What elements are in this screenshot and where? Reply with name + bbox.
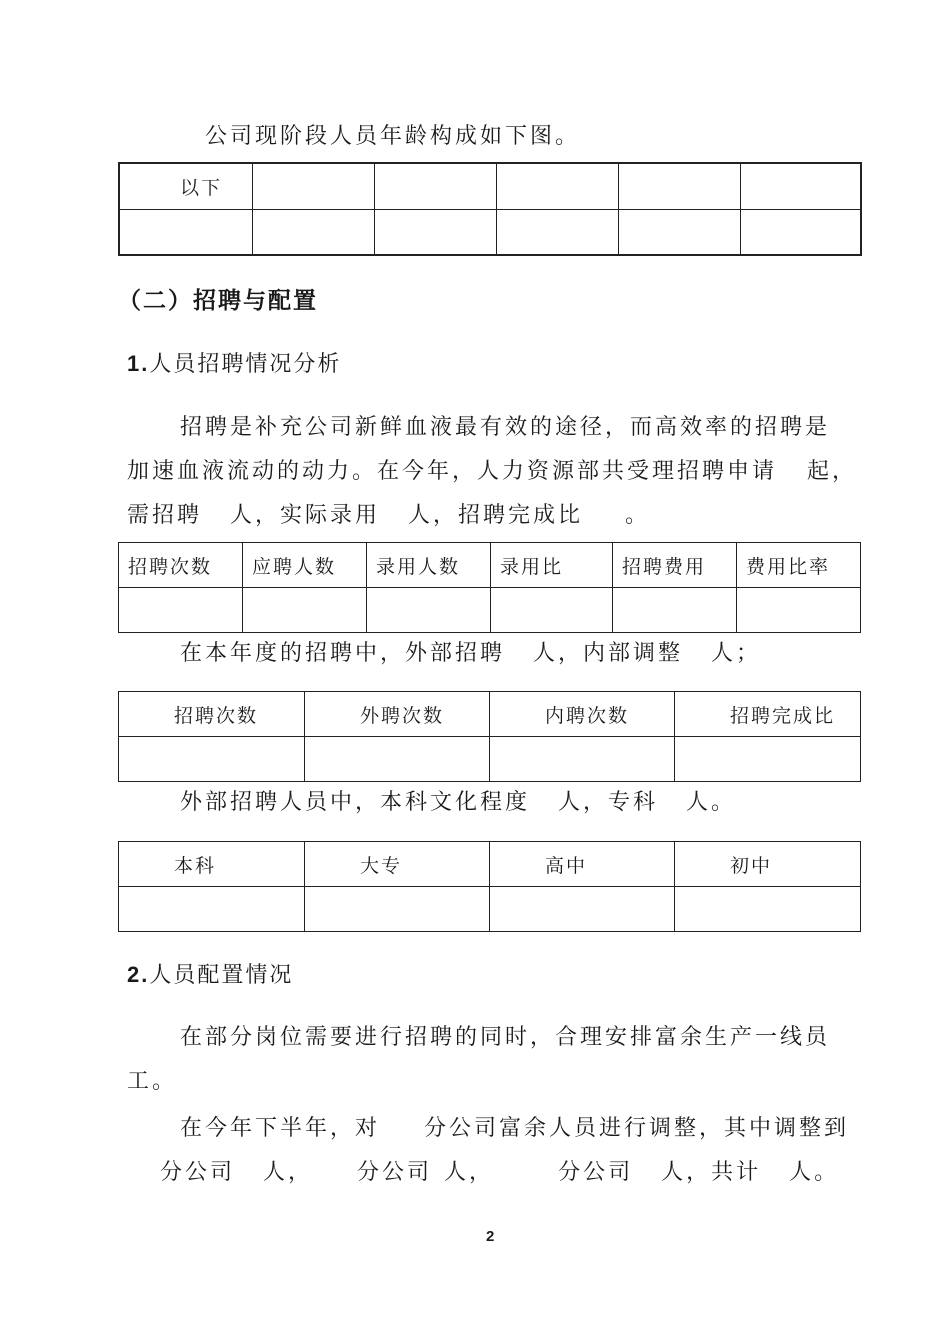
paragraph-fragment: 人； [711, 641, 762, 666]
paragraph-line [180, 781, 736, 825]
paragraph-fragment: 人， [444, 1160, 495, 1185]
paragraph-fragment: 分公司富余人员进行调整，其中调整到 [424, 1116, 850, 1141]
paragraph-fragment: 分公司 [160, 1160, 236, 1185]
table-cell [119, 588, 243, 633]
table-header-cell: 招聘完成比 [675, 692, 861, 737]
section-heading: （二）招聘与配置 [118, 288, 318, 314]
table-header-cell: 招聘次数 [119, 692, 305, 737]
table-header-cell: 招聘费用 [613, 543, 737, 588]
age-cell [252, 209, 374, 255]
age-cell [618, 163, 740, 209]
table-header-cell: 录用比 [491, 543, 613, 588]
table-cell [613, 588, 737, 633]
table-header-cell: 应聘人数 [243, 543, 367, 588]
intro-text: 公司现阶段人员年龄构成如下图。 [205, 124, 581, 149]
paragraph-fragment: 加速血液流动的动力。在今年，人力资源部共受理招聘申请 [127, 459, 778, 484]
paragraph-line: 在部分岗位需要进行招聘的同时，合理安排富余生产一线员 [180, 1025, 831, 1050]
recruitment-source-table [118, 691, 861, 782]
paragraph-fragment: 外部招聘人员中，本科文化程度 [180, 790, 531, 815]
paragraph-line [127, 450, 857, 494]
paragraph-fragment: 人，共计 [661, 1160, 762, 1185]
subheading-recruitment-analysis [127, 347, 341, 378]
paragraph-line [127, 494, 650, 538]
age-table [118, 162, 862, 256]
paragraph-fragment: 人，实际录用 [230, 503, 381, 528]
table-cell [305, 737, 490, 782]
table-cell [490, 887, 675, 932]
table-cell [737, 588, 861, 633]
page-number: 2 [486, 1228, 495, 1245]
paragraph-fragment: 人。 [789, 1160, 840, 1185]
table-header-cell: 外聘次数 [305, 692, 490, 737]
subheading-text: 人员配置情况 [149, 963, 294, 988]
paragraph-fragment: 人， [263, 1160, 314, 1185]
paragraph-fragment: 分公司 [558, 1160, 634, 1185]
table-header-cell: 高中 [490, 842, 675, 887]
table-header-cell: 内聘次数 [490, 692, 675, 737]
age-cell [496, 209, 618, 255]
paragraph-fragment: 人，招聘完成比 [408, 503, 584, 528]
paragraph-line [180, 1107, 849, 1151]
age-cell: 以下 [119, 163, 252, 209]
table-header-cell: 招聘次数 [119, 543, 243, 588]
table-cell [119, 887, 305, 932]
paragraph-fragment: 人，专科 [558, 790, 659, 815]
table-cell [675, 737, 861, 782]
paragraph-fragment: 人。 [686, 790, 737, 815]
table-cell [367, 588, 491, 633]
subheading-text: 人员招聘情况分析 [149, 352, 342, 377]
paragraph-fragment: 起， [807, 459, 858, 484]
table-header-cell: 大专 [305, 842, 490, 887]
subheading-staff-allocation [127, 958, 293, 989]
paragraph-fragment: 需招聘 [127, 503, 203, 528]
paragraph-fragment: 人，内部调整 [533, 641, 684, 666]
table-cell [305, 887, 490, 932]
table-cell [119, 737, 305, 782]
age-cell [618, 209, 740, 255]
paragraph-fragment: 。 [625, 503, 651, 528]
recruitment-table [118, 542, 861, 633]
education-table [118, 841, 861, 932]
age-cell [119, 209, 252, 255]
table-header-cell: 费用比率 [737, 543, 861, 588]
subheading-number: 1. [127, 351, 150, 376]
table-header-cell: 本科 [119, 842, 305, 887]
table-header-cell: 初中 [675, 842, 861, 887]
paragraph-line: 工。 [127, 1069, 178, 1094]
paragraph-fragment: 在本年度的招聘中，外部招聘 [180, 641, 506, 666]
table-cell [243, 588, 367, 633]
paragraph-line [160, 1151, 839, 1195]
table-header-cell: 录用人数 [367, 543, 491, 588]
age-cell [740, 163, 861, 209]
paragraph-fragment: 分公司 [357, 1160, 433, 1185]
age-cell [252, 163, 374, 209]
age-cell [374, 209, 496, 255]
table-cell [675, 887, 861, 932]
age-cell [740, 209, 861, 255]
table-cell [491, 588, 613, 633]
age-cell [496, 163, 618, 209]
paragraph-line: 招聘是补充公司新鲜血液最有效的途径，而高效率的招聘是 [180, 415, 831, 440]
table-cell [490, 737, 675, 782]
subheading-number: 2. [127, 962, 150, 987]
paragraph-line [180, 632, 761, 676]
paragraph-fragment: 在今年下半年，对 [180, 1116, 381, 1141]
age-cell [374, 163, 496, 209]
